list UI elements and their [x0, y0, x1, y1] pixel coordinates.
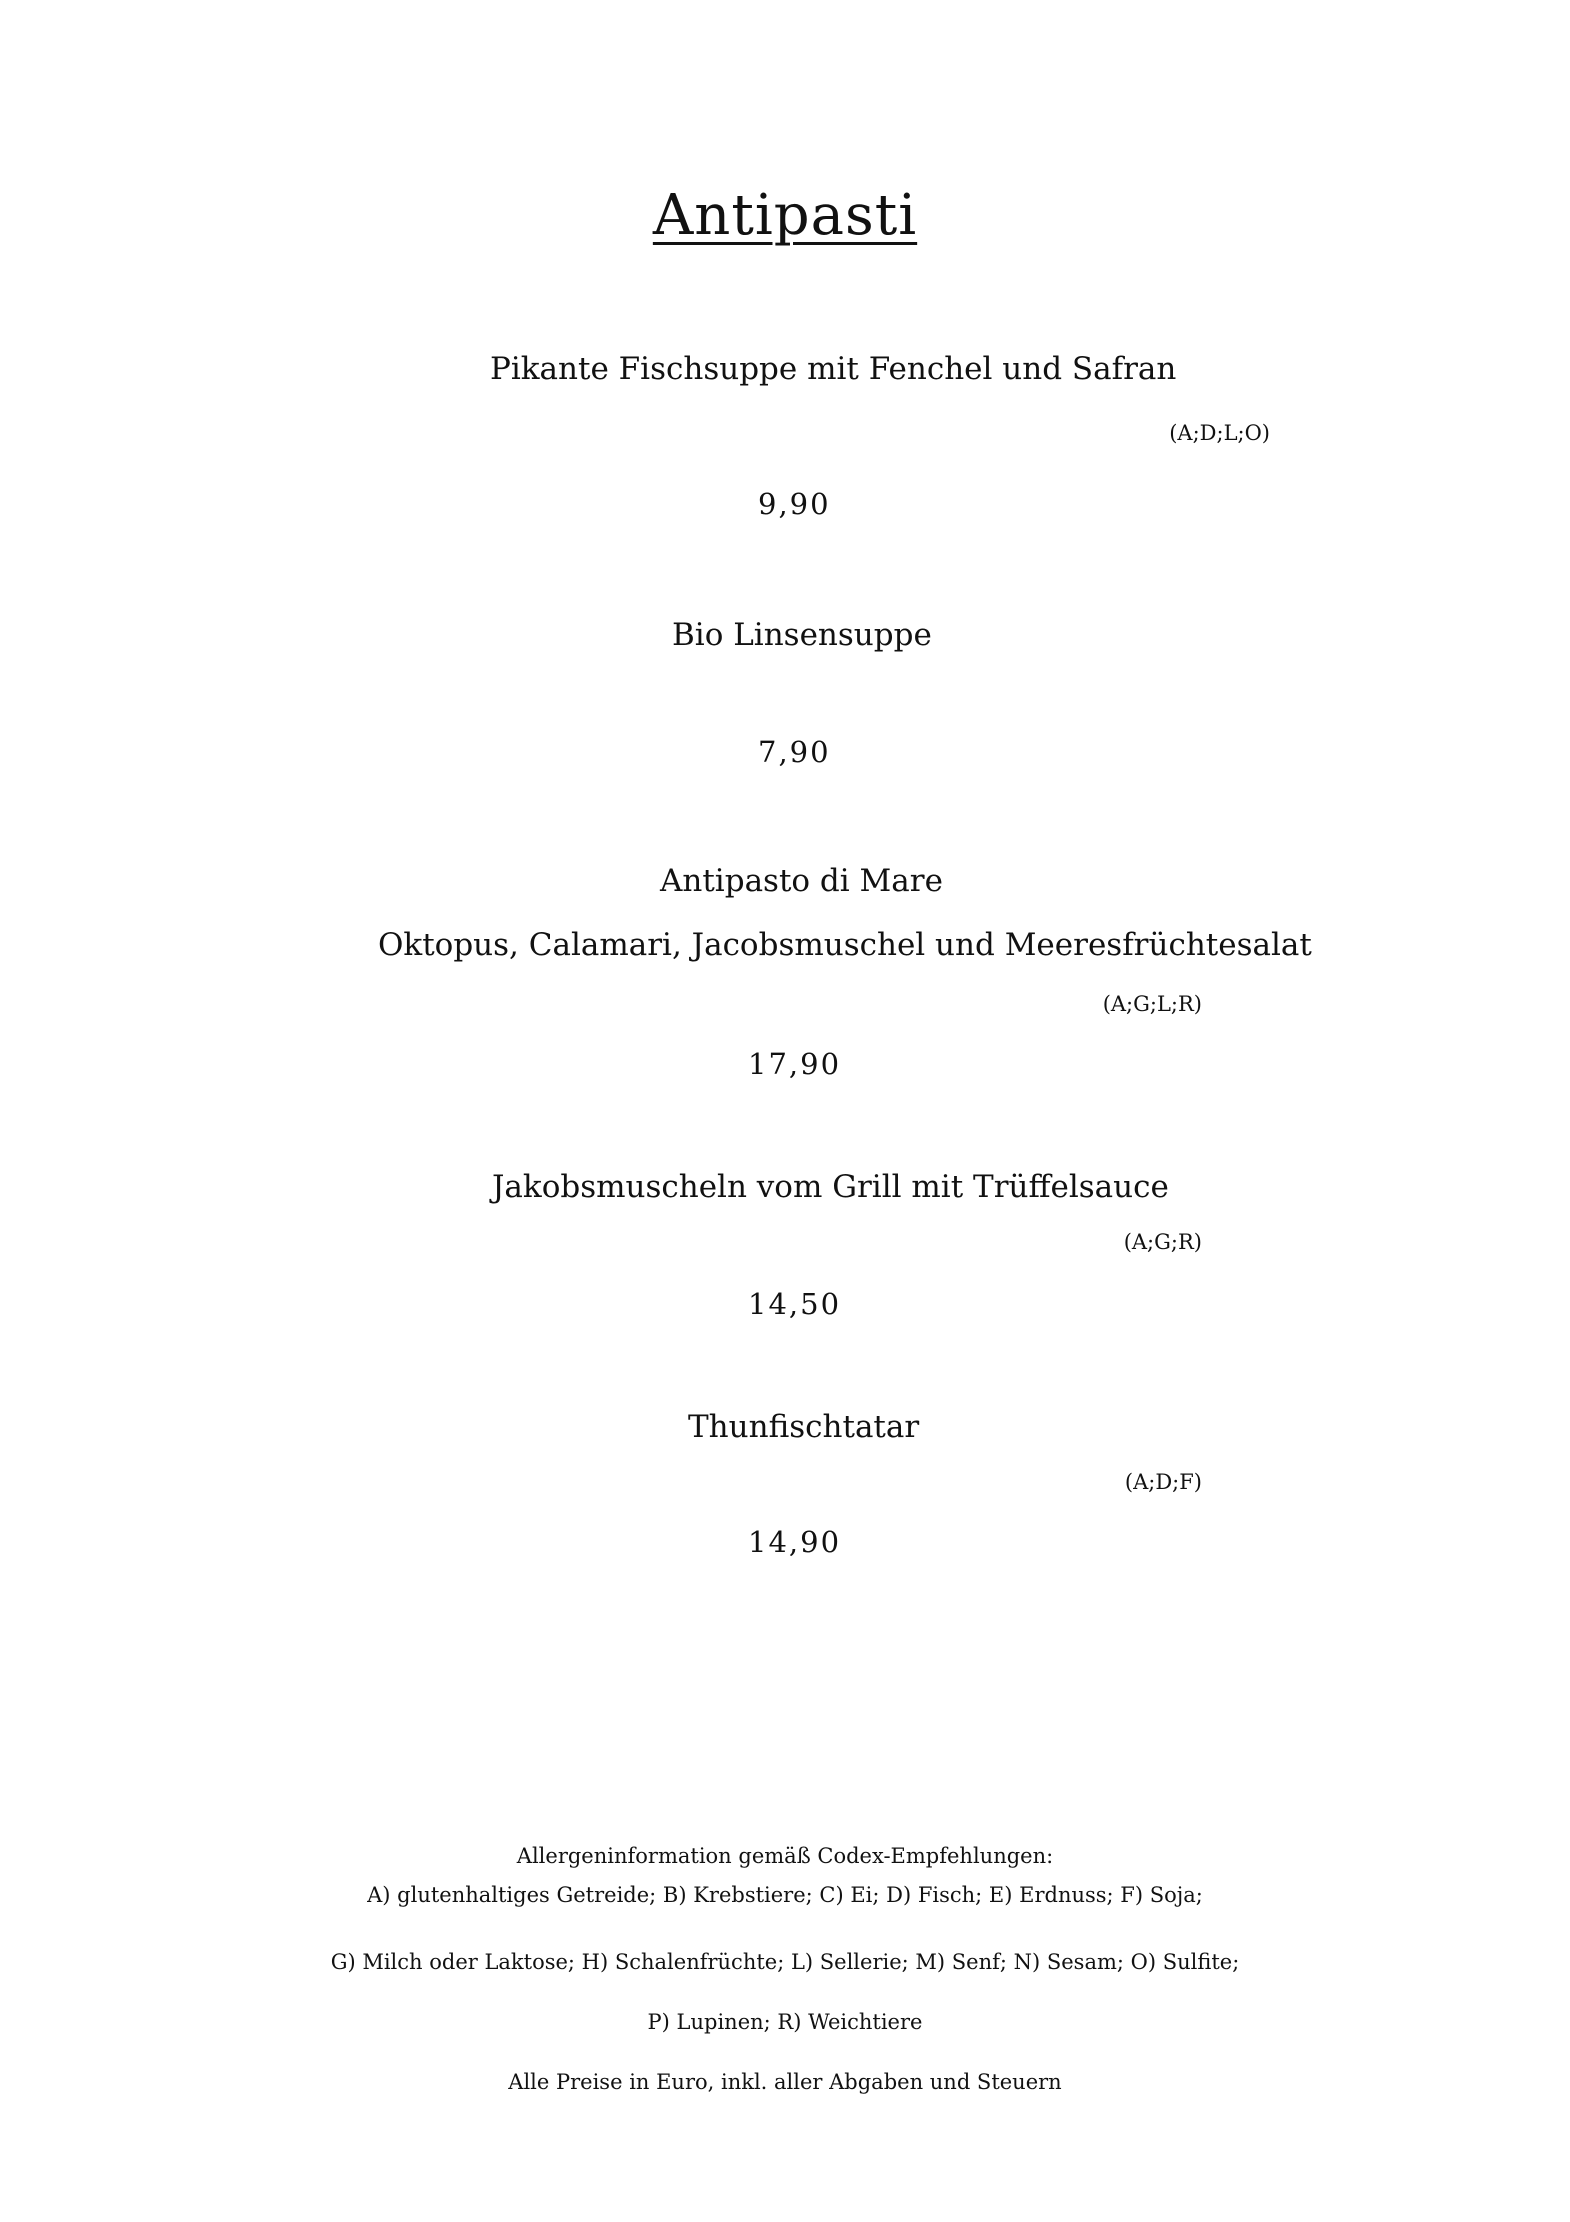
allergen-codes: (A;G;L;R) [1102, 992, 1202, 1016]
allergen-codes: (A;D;F) [1124, 1470, 1202, 1494]
allergen-info-heading: Allergeninformation gemäß Codex-Empfehlungen: [516, 1844, 1054, 1868]
dish-price: 7,90 [758, 735, 831, 769]
dish-name: Thunfischtatar [688, 1409, 920, 1445]
allergen-legend-line: P) Lupinen; R) Weichtiere [647, 2010, 923, 2034]
prices-note: Alle Preise in Euro, inkl. aller Abgaben und Steuern [508, 2070, 1062, 2094]
dish-name: Antipasto di Mare [660, 863, 943, 899]
dish-price: 17,90 [748, 1047, 842, 1081]
dish-price: 14,90 [748, 1525, 842, 1559]
dish-name: Bio Linsensuppe [672, 617, 932, 653]
dish-name: Pikante Fischsuppe mit Fenchel und Safran [490, 351, 1177, 387]
allergen-codes: (A;G;R) [1123, 1230, 1202, 1254]
allergen-legend-line: A) glutenhaltiges Getreide; B) Krebstiere; C) Ei; D) Fisch; E) Erdnuss; F) Soja; [367, 1883, 1203, 1907]
dish-price: 9,90 [758, 487, 831, 521]
dish-name: Jakobsmuscheln vom Grill mit Trüffelsauce [492, 1169, 1169, 1205]
allergen-legend-line: G) Milch oder Laktose; H) Schalenfrüchte; L) Sellerie; M) Senf; N) Sesam; O) Sulfite; [330, 1950, 1240, 1974]
page-title: Antipasti [652, 183, 918, 248]
dish-description: Oktopus, Calamari, Jacobsmuschel und Meeresfrüchtesalat [378, 927, 1312, 963]
allergen-codes: (A;D;L;O) [1169, 421, 1270, 445]
dish-price: 14,50 [748, 1287, 842, 1321]
